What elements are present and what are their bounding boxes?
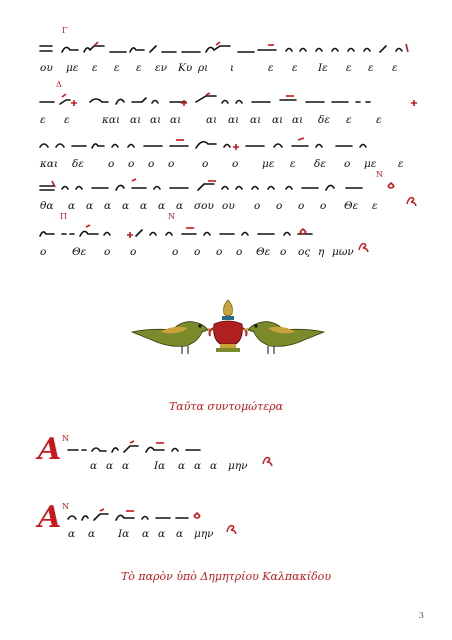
- syllable: αι: [150, 114, 162, 126]
- syllable: α: [210, 460, 218, 472]
- syllable: ο: [276, 200, 283, 212]
- syllable: ε: [292, 62, 298, 74]
- lyric-line-5: [0, 246, 452, 262]
- red-initial-letter: Α: [38, 500, 62, 535]
- syllable: α: [142, 528, 150, 540]
- syllable: ο: [216, 246, 223, 258]
- syllable: α: [68, 528, 76, 540]
- syllable: με: [364, 158, 377, 170]
- syllable: ε: [372, 200, 378, 212]
- neume-staff-line-5: [36, 224, 420, 240]
- syllable: ε: [376, 114, 382, 126]
- syllable: Ιε: [318, 62, 328, 74]
- martyria-mark-line-1: Γ: [62, 26, 68, 35]
- martyria-mark-line-4: Ν: [376, 170, 383, 179]
- syllable: ου: [40, 62, 53, 74]
- syllable: ου: [222, 200, 235, 212]
- syllable: με: [66, 62, 79, 74]
- syllable: ε: [346, 114, 352, 126]
- syllable: ος: [298, 246, 311, 258]
- syllable: ο: [280, 246, 287, 258]
- syllable: ο: [202, 158, 209, 170]
- martyria-mark-line-2: Δ: [56, 80, 62, 89]
- ending-fthora-icon-short-2: [224, 522, 238, 536]
- syllable: ο: [194, 246, 201, 258]
- syllable: Θε: [344, 200, 359, 212]
- syllable: ε: [268, 62, 274, 74]
- syllable: ε: [392, 62, 398, 74]
- syllable: ο: [254, 200, 261, 212]
- syllable: η: [318, 246, 325, 258]
- syllable: ε: [290, 158, 296, 170]
- syllable: ο: [168, 158, 175, 170]
- left-bird-icon: [132, 322, 214, 354]
- syllable: ε: [368, 62, 374, 74]
- syllable: α: [88, 528, 96, 540]
- lyric-line-2: [0, 114, 452, 130]
- fthora-mark-line-5: Ν: [168, 212, 175, 221]
- syllable: α: [176, 528, 184, 540]
- ending-fthora-icon-line-5: [356, 240, 370, 254]
- syllable: μην: [194, 528, 214, 540]
- syllable: ο: [128, 158, 135, 170]
- syllable: ο: [232, 158, 239, 170]
- ending-fthora-icon-line-4: [404, 194, 418, 208]
- syllable: και: [40, 158, 59, 170]
- syllable: μων: [332, 246, 354, 258]
- syllable: με: [262, 158, 275, 170]
- syllable: αι: [170, 114, 182, 126]
- syllable: αι: [228, 114, 240, 126]
- ending-fthora-icon-short-1: [260, 454, 274, 468]
- syllable: ο: [148, 158, 155, 170]
- syllable: α: [106, 460, 114, 472]
- syllable: αι: [250, 114, 262, 126]
- syllable: Κυ: [178, 62, 193, 74]
- syllable: ρι: [198, 62, 209, 74]
- syllable: α: [68, 200, 76, 212]
- red-initial-letter: Α: [38, 432, 62, 467]
- syllable: α: [158, 528, 166, 540]
- syllable: α: [140, 200, 148, 212]
- syllable: αι: [292, 114, 304, 126]
- syllable: ο: [40, 246, 47, 258]
- syllable: ε: [136, 62, 142, 74]
- vase-icon: [210, 300, 247, 352]
- right-bird-icon: [242, 322, 324, 354]
- neume-staff-short-1: [66, 440, 266, 456]
- syllable: α: [194, 460, 202, 472]
- syllable: δε: [318, 114, 330, 126]
- syllable: ε: [40, 114, 46, 126]
- syllable: ο: [236, 246, 243, 258]
- lyric-short-1: [0, 460, 452, 476]
- two-birds-with-vase-ornament: [130, 298, 326, 358]
- syllable: αι: [206, 114, 218, 126]
- syllable: ο: [344, 158, 351, 170]
- page-number: 3: [418, 611, 424, 620]
- syllable: ο: [320, 200, 327, 212]
- syllable: Ια: [118, 528, 130, 540]
- martyria-mark-short-1: Ν: [62, 434, 69, 443]
- syllable: α: [90, 460, 98, 472]
- neume-staff-line-3: [36, 136, 420, 152]
- syllable: α: [158, 200, 166, 212]
- syllable: α: [122, 460, 130, 472]
- syllable: ο: [104, 246, 111, 258]
- syllable: Ια: [154, 460, 166, 472]
- lyric-line-1: [0, 62, 452, 78]
- martyria-mark-line-5: Π: [60, 212, 67, 221]
- syllable: ε: [398, 158, 404, 170]
- syllable: Θε: [256, 246, 271, 258]
- syllable: δε: [314, 158, 326, 170]
- syllable: ε: [64, 114, 70, 126]
- syllable: θα: [40, 200, 54, 212]
- martyria-mark-short-2: Ν: [62, 502, 69, 511]
- syllable: ο: [130, 246, 137, 258]
- syllable: δε: [72, 158, 84, 170]
- syllable: σου: [194, 200, 214, 212]
- syllable: ο: [298, 200, 305, 212]
- footer-attribution: Τὸ παρὸν ὑπὸ Δημητρίου Καλπακίδου: [120, 570, 332, 583]
- syllable: ε: [114, 62, 120, 74]
- neume-staff-short-2: [66, 508, 246, 524]
- neume-staff-line-2: [36, 92, 420, 108]
- lyric-line-4: [0, 200, 452, 216]
- syllable: α: [176, 200, 184, 212]
- syllable: μην: [228, 460, 248, 472]
- syllable: Θε: [72, 246, 87, 258]
- syllable: α: [178, 460, 186, 472]
- syllable: α: [104, 200, 112, 212]
- syllable: ο: [108, 158, 115, 170]
- syllable: α: [86, 200, 94, 212]
- section-title: Ταῦτα συντομώτερα: [168, 400, 284, 413]
- syllable: ο: [172, 246, 179, 258]
- neume-staff-line-1: [36, 40, 420, 56]
- syllable: αι: [130, 114, 142, 126]
- syllable: α: [122, 200, 130, 212]
- syllable: ε: [346, 62, 352, 74]
- syllable: ι: [230, 62, 235, 74]
- syllable: αι: [272, 114, 284, 126]
- lyric-line-3: [0, 158, 452, 174]
- syllable: ε: [92, 62, 98, 74]
- neume-staff-line-4: [36, 178, 420, 194]
- syllable: και: [102, 114, 121, 126]
- syllable: εν: [155, 62, 168, 74]
